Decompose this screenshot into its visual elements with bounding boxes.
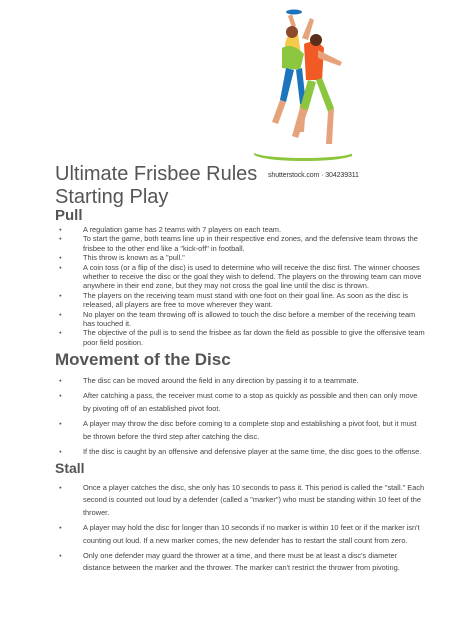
list-item: ● Once a player catches the disc, she only has 10 seconds to pass it. This period is called the "stall." Each second is counted out loud by a defender (called a "marker") who must be standing within 10 feet of the thrower. bbox=[55, 482, 425, 519]
frisbee-icon bbox=[286, 10, 302, 15]
list-item: ● A regulation game has 2 teams with 7 players on each team. bbox=[55, 225, 425, 234]
list-item: ● To start the game, both teams line up in their respective end zones, and the defensive team throws the frisbee to the other end like a "kick-off" in football. bbox=[55, 234, 425, 253]
image-credit: shutterstock.com · 304239311 bbox=[268, 172, 359, 179]
list-item: ● After catching a pass, the receiver must come to a stop as quickly as possible and then can only move by pivoting off of an established pivot foot. bbox=[55, 390, 425, 415]
list-item: ● No player on the team throwing off is allowed to touch the disc before a member of the receiving team has touched it. bbox=[55, 310, 425, 329]
section-heading-stall: Stall bbox=[55, 460, 85, 476]
page-title: Ultimate Frisbee Rules bbox=[55, 163, 258, 185]
movement-rules-list bbox=[55, 375, 425, 461]
section-heading-movement: Movement of the Disc bbox=[55, 350, 231, 369]
subsection-heading-pull: Pull bbox=[55, 207, 83, 224]
list-item: ● A player may throw the disc before coming to a complete stop and establishing a pivot foot, but it must be thrown before the third step after catching the disc. bbox=[55, 418, 425, 443]
list-item: ● A player may hold the disc for longer than 10 seconds if no marker is within 10 feet or if the marker isn't counting out loud. If a new marker comes, the new defender has to restart the stall count from zero. bbox=[55, 522, 425, 547]
list-item: ● Only one defender may guard the thrower at a time, and there must be at least a disc's diameter distance between the marker and the thrower. The marker can't restrict the thrower from pivoting. bbox=[55, 550, 425, 575]
list-item: ● A coin toss (or a flip of the disc) is used to determine who will receive the disc first. The winner chooses whether to receive the disc or the goal they wish to defend. The players on the throwing team can move anywhere in their end zone, but they may not cross the goal line until the disc is thrown. bbox=[55, 263, 425, 291]
list-item: ● The players on the receiving team must stand with one foot on their goal line. As soon as the disc is released, all players are free to move wherever they want. bbox=[55, 291, 425, 310]
list-item: ● The objective of the pull is to send the frisbee as far down the field as possible to give the offensive team poor field position. bbox=[55, 328, 425, 347]
list-item: ● The disc can be moved around the field in any direction by passing it to a teammate. bbox=[55, 375, 425, 387]
pull-rules-list bbox=[55, 225, 425, 347]
stall-rules-list bbox=[55, 482, 425, 578]
list-item: ● This throw is known as a "pull." bbox=[55, 253, 425, 262]
list-item: ● If the disc is caught by an offensive and defensive player at the same time, the disc goes to the offense. bbox=[55, 446, 425, 458]
section-heading-starting-play: Starting Play bbox=[55, 186, 169, 208]
ultimate-frisbee-players-illustration bbox=[252, 4, 352, 166]
